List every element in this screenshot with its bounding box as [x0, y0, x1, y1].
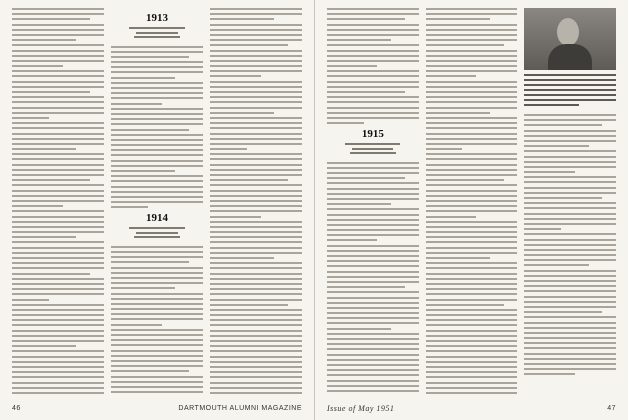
- section-year-heading: 1913: [146, 12, 168, 24]
- right-column-3: [524, 8, 616, 394]
- section-year-heading: 1915: [361, 128, 384, 141]
- right-column-1: [327, 8, 419, 394]
- magazine-title: DARTMOUTH ALUMNI MAGAZINE: [178, 404, 302, 412]
- left-column-3: [210, 8, 302, 394]
- section-year-heading: 1914: [146, 212, 168, 225]
- right-page: [314, 0, 628, 420]
- left-column-1: [12, 8, 104, 394]
- photo-caption: [524, 74, 616, 106]
- right-page-columns: [327, 8, 616, 394]
- page-number: 47: [607, 404, 616, 412]
- right-column-2: [426, 8, 518, 394]
- portrait-photo: [524, 8, 616, 70]
- left-page-columns: [12, 8, 302, 394]
- left-column-2: [111, 8, 203, 394]
- page-number: 46: [12, 404, 21, 412]
- left-page-footer: [12, 402, 302, 414]
- right-page-footer: [327, 402, 616, 414]
- issue-date: Issue of May 1951: [327, 403, 395, 413]
